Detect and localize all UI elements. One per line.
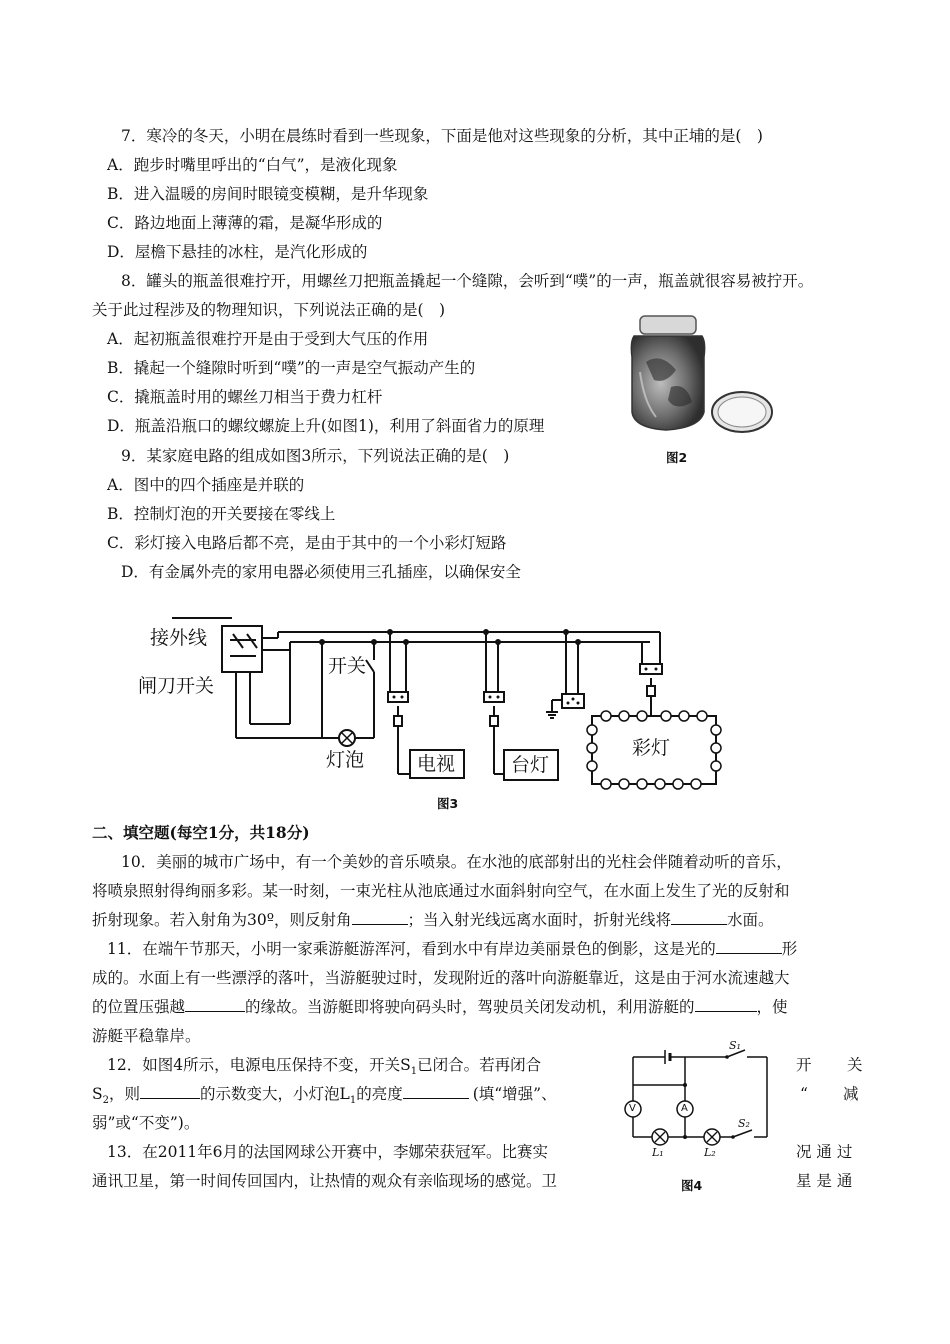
q12-right-2b: 减	[843, 1085, 859, 1103]
q7-option-c: C．路边地面上薄薄的霜，是凝华形成的	[107, 214, 383, 232]
q9-option-b: B．控制灯泡的开关要接在零线上	[107, 505, 336, 523]
q12-text-b: 已闭合。若再闭合	[417, 1056, 542, 1074]
q12-sub-1: 1	[410, 1066, 418, 1078]
q12-right-1b: 关	[847, 1056, 863, 1074]
q10-text-c: 水面。	[727, 911, 774, 929]
label-color-lights: 彩灯	[632, 737, 671, 759]
fig4-l2-label: L₂	[704, 1146, 716, 1159]
fig4-s2-label: S₂	[738, 1117, 750, 1130]
q7-stem: 7．寒冷的冬天，小明在晨练时看到一些现象，下面是他对这些现象的分析，其中正埔的是( )	[121, 127, 763, 145]
fig4-voltmeter-label: V	[629, 1103, 636, 1114]
q10-line2: 将喷泉照射得绚丽多彩。某一时刻，一束光柱从池底通过水面斜射向空气，在水面上发生了光的反射和	[92, 882, 790, 900]
label-outer-wire: 接外线	[150, 627, 208, 649]
label-knife-switch: 闸刀开关	[138, 675, 215, 697]
section-heading: 二、填空题(每空1分，共18分)	[92, 823, 310, 842]
fig4-s1-label: S₁	[729, 1039, 741, 1052]
q8-stem-line2: 关于此过程涉及的物理知识，下列说法正确的是( )	[92, 301, 446, 319]
q9-option-a: A．图中的四个插座是并联的	[107, 476, 305, 494]
q13-right-2: 星 是 通	[796, 1172, 853, 1190]
q12-sub-2: 2	[102, 1095, 109, 1107]
label-tv: 电视	[417, 753, 456, 775]
fig4-ammeter-label: A	[681, 1103, 688, 1114]
fig4-l1-label: L₁	[652, 1146, 664, 1159]
q10-line1: 10．美丽的城市广场中，有一个美妙的音乐喷泉。在水池的底部射出的光柱会伴随着动听的音乐，	[121, 853, 792, 871]
q12-sub-3: 1	[349, 1095, 357, 1107]
q12-right-1a: 开	[796, 1056, 812, 1074]
q12-text-a: 12．如图4所示，电源电压保持不变，开关S	[107, 1056, 411, 1074]
q12-text-c: S	[92, 1085, 103, 1103]
q13-right-1: 况 通 过	[796, 1143, 853, 1161]
q12-text-e: 的示数变大，小灯泡L	[200, 1085, 350, 1103]
q8-option-c: C．撬瓶盖时用的螺丝刀相当于费力杠杆	[107, 388, 383, 406]
label-desk-lamp: 台灯	[511, 754, 550, 776]
label-switch: 开关	[328, 655, 367, 677]
q11-text-a: 11．在端午节那天，小明一家乘游艇游浑河，看到水中有岸边美丽景色的倒影，这是光的	[107, 940, 716, 958]
q8-stem-line1: 8．罐头的瓶盖很难拧开，用螺丝刀把瓶盖撬起一个缝隙，会听到“噗”的一声，瓶盖就很容易被拧开。	[121, 272, 814, 290]
q7-option-b: B．进入温暖的房间时眼镜变模糊，是升华现象	[107, 185, 429, 203]
q9-stem: 9．某家庭电路的组成如图3所示，下列说法正确的是( )	[121, 447, 510, 465]
q10-text-a: 折射现象。若入射角为30º，则反射角	[92, 911, 352, 929]
label-bulb: 灯泡	[326, 749, 365, 771]
q13-line2: 通讯卫星，第一时间传回国内，让热情的观众有亲临现场的感觉。卫	[92, 1172, 558, 1190]
q10-text-b: ；当入射光线远离水面时，折射光线将	[407, 911, 672, 929]
fig3-caption: 图3	[437, 796, 459, 811]
q12-right-2a: “	[800, 1085, 808, 1103]
fig2-caption: 图2	[666, 450, 688, 465]
q7-option-a: A．跑步时嘴里呼出的“白气”，是液化现象	[107, 156, 398, 174]
q9-option-c: C．彩灯接入电路后都不亮，是由于其中的一个小彩灯短路	[107, 534, 507, 552]
q12-text-d: ，则	[109, 1085, 141, 1103]
q12-text-g: (填“增强”、	[472, 1085, 557, 1103]
q8-option-a: A．起初瓶盖很难拧开是由于受到大气压的作用	[107, 330, 429, 348]
q12-text-f: 的亮度	[356, 1085, 403, 1103]
q11-text-d: 的缘故。当游艇即将驶向码头时，驾驶员关闭发动机，利用游艇的	[245, 998, 695, 1016]
q11-line4: 游艇平稳靠岸。	[92, 1027, 201, 1045]
q11-text-c: 的位置压强越	[92, 998, 186, 1016]
q9-option-d: D．有金属外壳的家用电器必须使用三孔插座，以确保安全	[121, 563, 521, 581]
q13-line1: 13．在2011年6月的法国网球公开赛中，李娜荣获冠军。比赛实	[107, 1143, 549, 1161]
q11-text-e: ，使	[756, 998, 788, 1016]
q11-text-b: 形	[781, 940, 798, 958]
fig4-caption: 图4	[681, 1178, 703, 1193]
q12-line3: 弱”或“不变”)。	[92, 1114, 200, 1132]
q8-option-b: B．撬起一个缝隙时听到“噗”的一声是空气振动产生的	[107, 359, 476, 377]
q11-line2: 成的。水面上有一些漂浮的落叶，当游艇驶过时，发现附近的落叶向游艇靠近，这是由于河水流速越大	[92, 969, 790, 987]
q8-option-d: D．瓶盖沿瓶口的螺纹螺旋上升(如图1)，利用了斜面省力的原理	[107, 417, 545, 435]
q7-option-d: D．屋檐下悬挂的冰柱，是汽化形成的	[107, 243, 368, 261]
